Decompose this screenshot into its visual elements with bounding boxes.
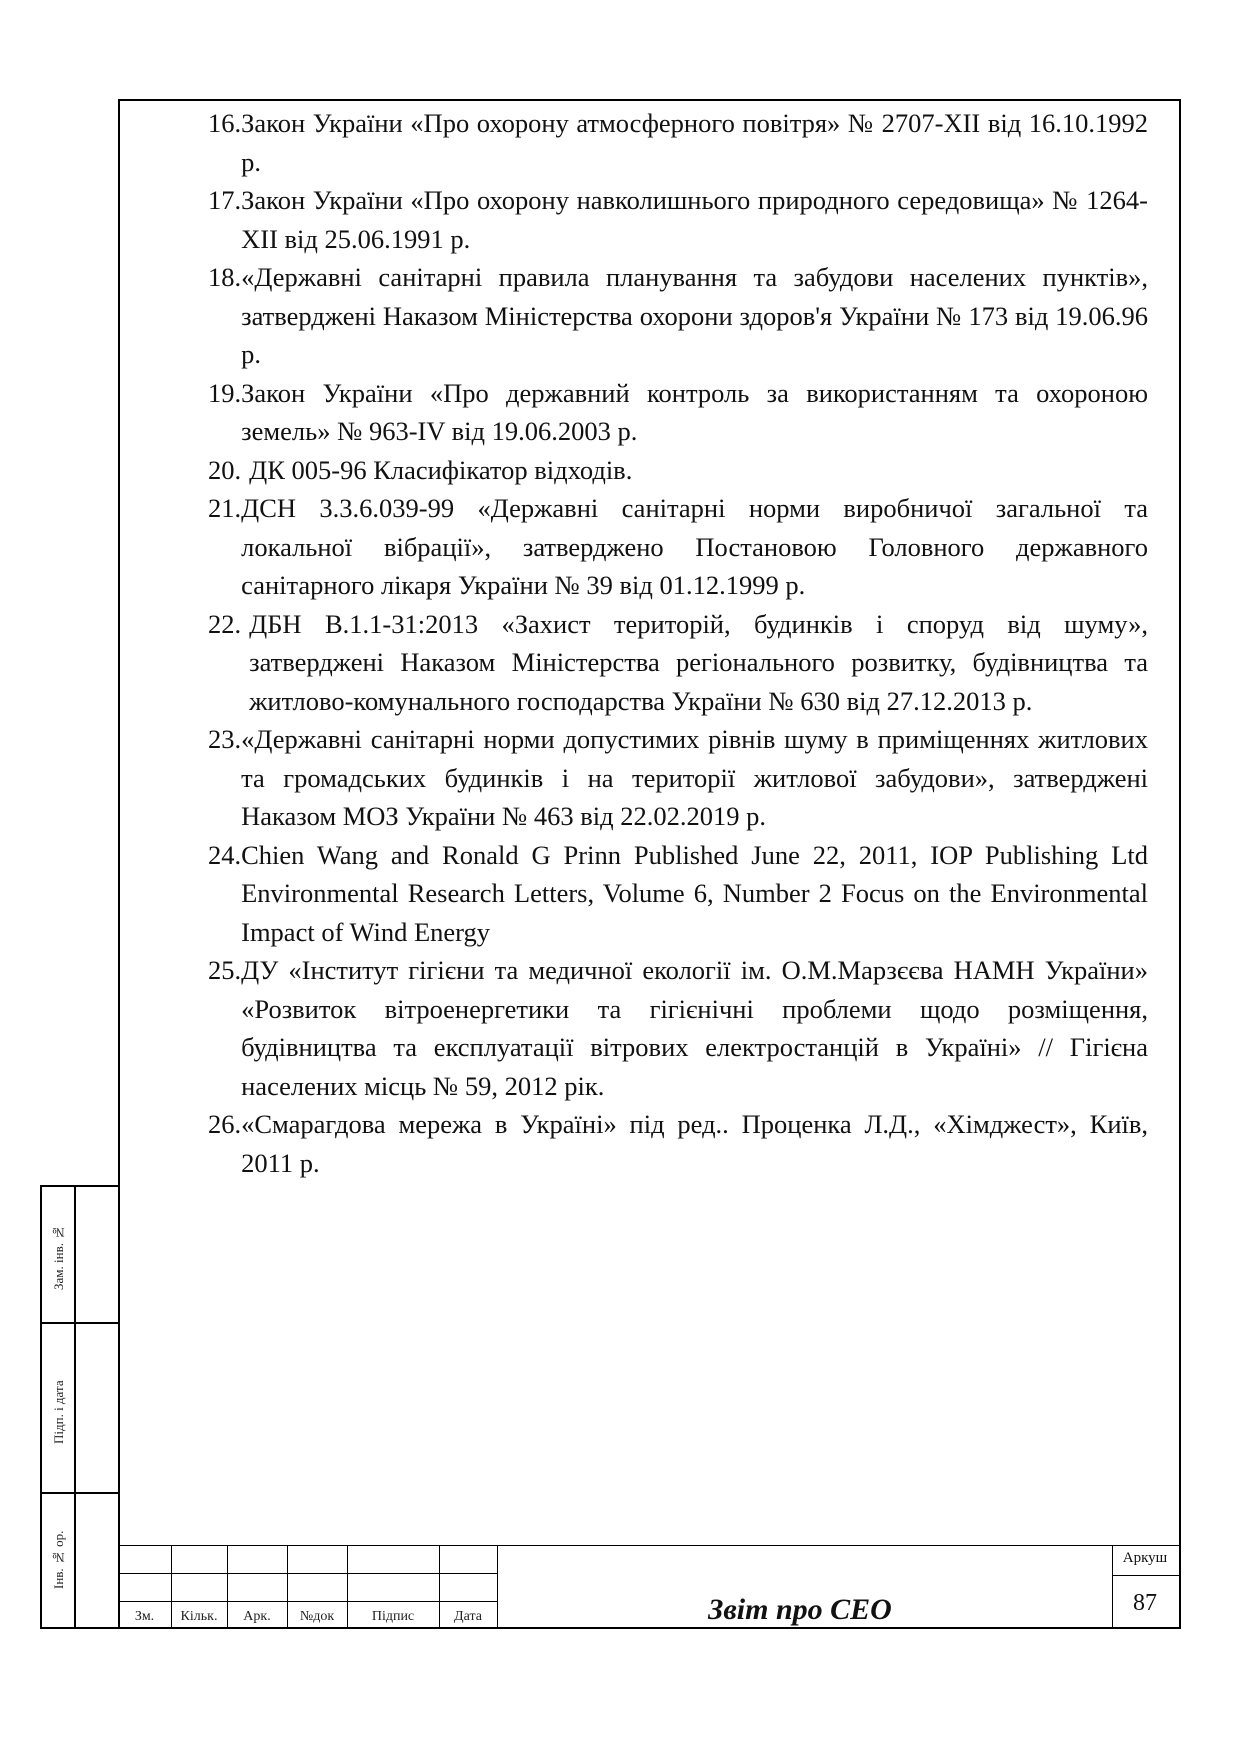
stamp-label-doc: №док	[299, 1609, 335, 1624]
reference-text: Chien Wang and Ronald G Prinn Published June 22, 2011, IOP Publishing Ltd Environmental Research Letters, Volume 6, Number 2 Focus on the Environmental Impact of Wind Energy	[241, 839, 1148, 947]
reference-item	[208, 1105, 1148, 1182]
stamp-cell	[347, 1545, 439, 1573]
reference-text: «Смарагдова мережа в Україні» під ред.. Проценка Л.Д., «Хімджест», Київ, 2011 р.	[241, 1109, 1148, 1178]
reference-text: «Державні санітарні правила планування та забудови населених пунктів», затверджені Наказом Міністерства охорони здоров'я України № 173 від 19.06.96 р.	[241, 262, 1148, 369]
stamp-cell	[287, 1573, 347, 1601]
reference-number: 25.	[208, 955, 242, 985]
reference-item	[208, 258, 1148, 374]
sheet-label: Аркуш	[1122, 1550, 1168, 1566]
reference-number: 23.	[208, 724, 242, 754]
reference-number: 17.	[208, 185, 242, 215]
reference-item	[208, 451, 1148, 490]
reference-number: 16.	[208, 108, 242, 138]
reference-text: ДК 005-96 Класифікатор відходів.	[249, 454, 633, 485]
reference-item	[208, 951, 1148, 1105]
reference-number: 24.	[208, 839, 242, 870]
reference-text: «Державні санітарні норми допустимих рівнів шуму в приміщеннях житлових та громадських будинків і на території житлової забудови», затверджені Наказом МОЗ України № 463 від 22.02.2019 р.	[241, 724, 1148, 831]
binding-label-sign-date: Підп. і дата	[51, 1380, 66, 1444]
stamp-label-zm: Зм.	[134, 1609, 155, 1624]
stamp-cell	[171, 1573, 227, 1601]
binding-strip	[40, 1185, 120, 1629]
reference-text: Закон України «Про охорону навколишнього природного середовища» № 1264-XII від 25.06.1991 р.	[241, 185, 1148, 254]
reference-text: ДСН 3.3.6.039-99 «Державні санітарні норми виробничої загальної та локальної вібрації», затверджено Постановою Головного державного санітарного лікаря України № 39 від 01.12.1999 р.	[241, 493, 1148, 600]
stamp-label-sheet: Арк.	[243, 1609, 271, 1624]
stamp-cell	[118, 1545, 171, 1573]
reference-number: 20.	[208, 454, 242, 485]
document-title: Звіт про СЕО	[708, 1593, 892, 1626]
reference-text: ДУ «Інститут гігієни та медичної екології ім. О.М.Марзєєва НАМН України» «Розвиток вітроенергетики та гігієнічні проблеми щодо розміщення, будівництва та експлуатації вітрових електростанцій в Україні» // Гігієна населених місць № 59, 2012 рік.	[241, 955, 1148, 1101]
stamp-cell	[287, 1545, 347, 1573]
stamp-cell	[439, 1545, 497, 1573]
stamp-label-date: Дата	[454, 1609, 482, 1624]
reference-number: 18.	[208, 262, 242, 292]
reference-item	[208, 374, 1148, 451]
reference-item	[208, 605, 1148, 721]
reference-list	[208, 104, 1148, 1182]
reference-number: 26.	[208, 1109, 242, 1139]
reference-text: ДБН В.1.1-31:2013 «Захист територій, будинків і споруд від шуму», затверджені Наказом Міністерства регіонального розвитку, будівництва та житлово-комунального господарства України № 630 від 27.12.2013 р.	[249, 608, 1148, 716]
stamp-cell	[118, 1573, 171, 1601]
stamp-cell	[227, 1573, 287, 1601]
reference-number: 21.	[208, 493, 242, 523]
stamp-label-sign: Підпис	[371, 1609, 415, 1624]
reference-text: Закон України «Про державний контроль за використанням та охороною земель» № 963-IV від 19.06.2003 р.	[241, 377, 1148, 446]
stamp-cell	[347, 1573, 439, 1601]
reference-item	[208, 104, 1148, 181]
stamp-cell	[227, 1545, 287, 1573]
binding-label-inv-orig: Інв. № ор.	[51, 1530, 66, 1589]
reference-item	[208, 720, 1148, 836]
reference-text: Закон України «Про охорону атмосферного повітря» № 2707-XII від 16.10.1992 р.	[241, 108, 1148, 177]
reference-item	[208, 181, 1148, 258]
stamp-cell	[171, 1545, 227, 1573]
reference-item	[208, 489, 1148, 605]
reference-number: 19.	[208, 377, 242, 408]
stamp-cell	[439, 1573, 497, 1601]
sheet-number: 87	[1133, 1590, 1157, 1616]
reference-item	[208, 836, 1148, 952]
binding-label-replace-inv: Зам. інв. №	[51, 1224, 66, 1290]
reference-number: 22.	[208, 608, 242, 639]
stamp-label-qty: Кільк.	[180, 1609, 218, 1624]
